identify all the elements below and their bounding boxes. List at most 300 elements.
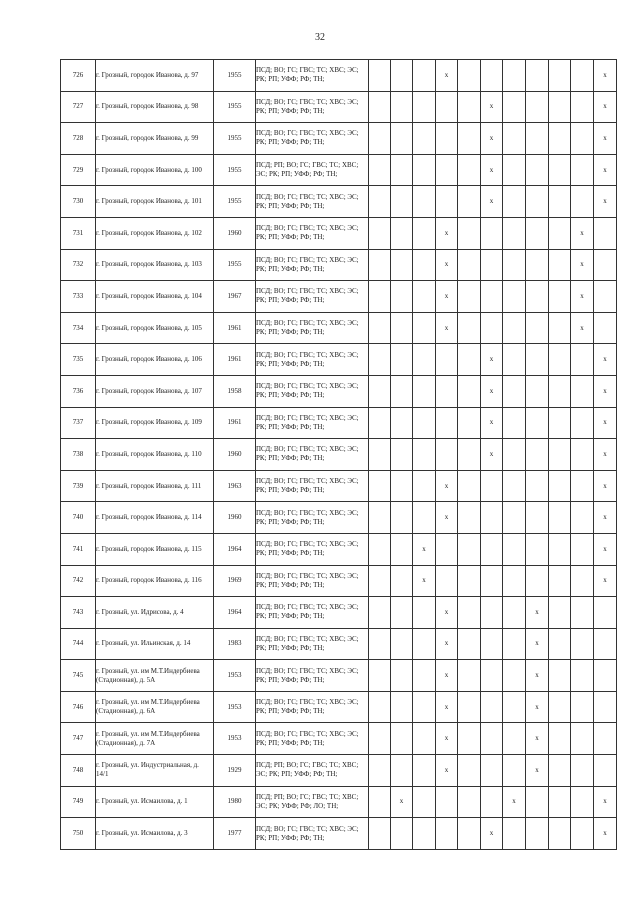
row-number: 732 (61, 249, 96, 281)
mark-cell: x (526, 660, 549, 692)
mark-cell (571, 786, 594, 818)
address-cell: г. Грозный, городок Иванова, д. 115 (96, 533, 214, 565)
mark-cell (391, 691, 413, 723)
mark-cell: x (436, 281, 458, 313)
mark-cell (391, 723, 413, 755)
work-codes-cell: ПСД; ВО; ГС; ГВС; ТС; ХВС; ЭС; РК; РП; УФФ; РФ; ТН; (256, 660, 369, 692)
mark-cell (503, 502, 526, 534)
mark-cell (369, 533, 391, 565)
mark-cell (391, 407, 413, 439)
mark-cell (458, 60, 481, 92)
table-row (61, 60, 640, 92)
mark-cell: x (436, 470, 458, 502)
table-row (61, 407, 640, 439)
work-codes-cell: ПСД; ВО; ГС; ГВС; ТС; ХВС; ЭС; РК; РП; УФФ; РФ; ТН; (256, 628, 369, 660)
mark-cell: x (481, 91, 503, 123)
mark-cell (549, 439, 571, 471)
mark-cell: x (413, 565, 436, 597)
mark-cell (571, 755, 594, 787)
mark-cell: x (436, 691, 458, 723)
mark-cell (369, 502, 391, 534)
mark-cell (369, 123, 391, 155)
row-number: 746 (61, 691, 96, 723)
mark-cell (413, 312, 436, 344)
mark-cell (503, 723, 526, 755)
mark-cell: x (594, 533, 617, 565)
mark-cell (549, 249, 571, 281)
work-codes-cell: ПСД; ВО; ГС; ГВС; ТС; ХВС; ЭС; РК; РП; УФФ; РФ; ТН; (256, 186, 369, 218)
mark-cell (369, 439, 391, 471)
year-cell: 1969 (214, 565, 256, 597)
work-codes-cell: ПСД; ВО; ГС; ГВС; ТС; ХВС; ЭС; РК; РП; УФФ; РФ; ТН; (256, 439, 369, 471)
mark-cell (413, 60, 436, 92)
mark-cell: x (571, 249, 594, 281)
row-number: 747 (61, 723, 96, 755)
mark-cell (594, 691, 617, 723)
mark-cell: x (526, 755, 549, 787)
mark-cell: x (413, 533, 436, 565)
mark-cell (571, 439, 594, 471)
mark-cell (503, 628, 526, 660)
address-cell: г. Грозный, городок Иванова, д. 99 (96, 123, 214, 155)
mark-cell: x (594, 565, 617, 597)
mark-cell (436, 407, 458, 439)
mark-cell (503, 154, 526, 186)
year-cell: 1961 (214, 407, 256, 439)
buildings-table (60, 59, 640, 850)
mark-cell (413, 217, 436, 249)
mark-cell (549, 786, 571, 818)
row-number: 735 (61, 344, 96, 376)
work-codes-cell: ПСД; ВО; ГС; ГВС; ТС; ХВС; ЭС; РК; РП; УФФ; РФ; ТН; (256, 597, 369, 629)
address-cell: г. Грозный, городок Иванова, д. 104 (96, 281, 214, 313)
mark-cell (549, 123, 571, 155)
table-row (61, 818, 640, 850)
year-cell: 1929 (214, 755, 256, 787)
table-row (61, 91, 640, 123)
mark-cell (391, 470, 413, 502)
work-codes-cell: ПСД; ВО; ГС; ГВС; ТС; ХВС; ЭС; РК; РП; УФФ; РФ; ТН; (256, 533, 369, 565)
table-body (61, 60, 640, 850)
mark-cell: x (436, 628, 458, 660)
mark-cell: x (594, 123, 617, 155)
mark-cell: x (436, 502, 458, 534)
mark-cell (503, 470, 526, 502)
mark-cell (436, 91, 458, 123)
mark-cell (526, 312, 549, 344)
mark-cell (549, 312, 571, 344)
mark-cell (503, 186, 526, 218)
row-number: 750 (61, 818, 96, 850)
mark-cell (413, 755, 436, 787)
mark-cell (413, 723, 436, 755)
mark-cell (503, 217, 526, 249)
address-cell: г. Грозный, ул. Индустриальная, д. 14/1 (96, 755, 214, 787)
mark-cell (503, 344, 526, 376)
mark-cell (458, 249, 481, 281)
mark-cell (526, 502, 549, 534)
mark-cell (549, 628, 571, 660)
page-number: 32 (315, 32, 325, 43)
address-cell: г. Грозный, ул. Исмаилова, д. 3 (96, 818, 214, 850)
mark-cell (503, 312, 526, 344)
mark-cell (571, 628, 594, 660)
mark-cell: x (481, 186, 503, 218)
mark-cell (369, 217, 391, 249)
mark-cell: x (526, 628, 549, 660)
mark-cell (549, 375, 571, 407)
mark-cell (526, 786, 549, 818)
mark-cell (458, 281, 481, 313)
work-codes-cell: ПСД; РП; ВО; ГС; ГВС; ТС; ХВС; ЭС; РК; УФФ; РФ; ЛО; ТН; (256, 786, 369, 818)
mark-cell: x (436, 249, 458, 281)
mark-cell (594, 628, 617, 660)
mark-cell (526, 60, 549, 92)
mark-cell (571, 502, 594, 534)
mark-cell (436, 533, 458, 565)
work-codes-cell: ПСД; ВО; ГС; ГВС; ТС; ХВС; ЭС; РК; РП; УФФ; РФ; ТН; (256, 344, 369, 376)
mark-cell: x (594, 502, 617, 534)
address-cell: г. Грозный, городок Иванова, д. 110 (96, 439, 214, 471)
mark-cell (594, 755, 617, 787)
mark-cell (571, 565, 594, 597)
mark-cell (549, 91, 571, 123)
table-row (61, 691, 640, 723)
work-codes-cell: ПСД; ВО; ГС; ГВС; ТС; ХВС; ЭС; РК; РП; УФФ; РФ; ТН; (256, 565, 369, 597)
mark-cell (571, 723, 594, 755)
mark-cell (369, 660, 391, 692)
mark-cell: x (571, 281, 594, 313)
mark-cell (526, 91, 549, 123)
year-cell: 1960 (214, 439, 256, 471)
row-number: 738 (61, 439, 96, 471)
mark-cell (481, 312, 503, 344)
mark-cell (369, 375, 391, 407)
mark-cell (549, 691, 571, 723)
mark-cell (413, 470, 436, 502)
table-row (61, 375, 640, 407)
mark-cell (503, 123, 526, 155)
mark-cell (369, 818, 391, 850)
mark-cell (413, 502, 436, 534)
mark-cell (413, 439, 436, 471)
mark-cell (594, 217, 617, 249)
work-codes-cell: ПСД; ВО; ГС; ГВС; ТС; ХВС; ЭС; РК; РП; УФФ; РФ; ТН; (256, 60, 369, 92)
mark-cell (413, 818, 436, 850)
mark-cell: x (594, 344, 617, 376)
mark-cell (369, 755, 391, 787)
table-row (61, 502, 640, 534)
mark-cell: x (436, 755, 458, 787)
mark-cell (526, 439, 549, 471)
mark-cell (503, 375, 526, 407)
mark-cell (458, 312, 481, 344)
year-cell: 1980 (214, 786, 256, 818)
mark-cell (503, 755, 526, 787)
mark-cell (369, 723, 391, 755)
row-number: 728 (61, 123, 96, 155)
mark-cell: x (503, 786, 526, 818)
mark-cell (391, 533, 413, 565)
table-row (61, 281, 640, 313)
mark-cell (503, 439, 526, 471)
mark-cell (391, 217, 413, 249)
row-number: 743 (61, 597, 96, 629)
mark-cell (549, 565, 571, 597)
address-cell: г. Грозный, городок Иванова, д. 107 (96, 375, 214, 407)
address-cell: г. Грозный, городок Иванова, д. 114 (96, 502, 214, 534)
table-row (61, 723, 640, 755)
mark-cell (526, 249, 549, 281)
mark-cell (369, 597, 391, 629)
mark-cell: x (594, 91, 617, 123)
mark-cell (369, 249, 391, 281)
address-cell: г. Грозный, городок Иванова, д. 106 (96, 344, 214, 376)
mark-cell (369, 565, 391, 597)
mark-cell (594, 281, 617, 313)
mark-cell (481, 533, 503, 565)
mark-cell (549, 344, 571, 376)
mark-cell (594, 723, 617, 755)
mark-cell (369, 186, 391, 218)
mark-cell: x (481, 407, 503, 439)
mark-cell (369, 154, 391, 186)
mark-cell: x (436, 597, 458, 629)
address-cell: г. Грозный, ул. им М.Т.Индербиева (Стадионная), д. 5А (96, 660, 214, 692)
row-number: 726 (61, 60, 96, 92)
row-number: 745 (61, 660, 96, 692)
mark-cell (503, 281, 526, 313)
mark-cell (526, 154, 549, 186)
mark-cell: x (481, 439, 503, 471)
work-codes-cell: ПСД; ВО; ГС; ГВС; ТС; ХВС; ЭС; РК; РП; УФФ; РФ; ТН; (256, 818, 369, 850)
year-cell: 1977 (214, 818, 256, 850)
mark-cell: x (526, 597, 549, 629)
mark-cell: x (481, 344, 503, 376)
mark-cell: x (594, 154, 617, 186)
row-number: 729 (61, 154, 96, 186)
mark-cell (571, 60, 594, 92)
row-number: 736 (61, 375, 96, 407)
mark-cell (594, 597, 617, 629)
mark-cell (458, 818, 481, 850)
mark-cell (526, 123, 549, 155)
mark-cell (526, 533, 549, 565)
mark-cell (391, 123, 413, 155)
year-cell: 1983 (214, 628, 256, 660)
mark-cell (503, 660, 526, 692)
mark-cell (594, 312, 617, 344)
mark-cell (436, 439, 458, 471)
mark-cell: x (594, 60, 617, 92)
year-cell: 1955 (214, 249, 256, 281)
mark-cell (526, 344, 549, 376)
work-codes-cell: ПСД; ВО; ГС; ГВС; ТС; ХВС; ЭС; РК; РП; УФФ; РФ; ТН; (256, 407, 369, 439)
mark-cell (413, 407, 436, 439)
table-row (61, 123, 640, 155)
mark-cell: x (526, 691, 549, 723)
address-cell: г. Грозный, ул. им М.Т.Индербиева (Стадионная), д. 7А (96, 723, 214, 755)
work-codes-cell: ПСД; ВО; ГС; ГВС; ТС; ХВС; ЭС; РК; РП; УФФ; РФ; ТН; (256, 375, 369, 407)
mark-cell: x (594, 186, 617, 218)
mark-cell (391, 375, 413, 407)
mark-cell (571, 660, 594, 692)
row-number: 748 (61, 755, 96, 787)
table-row (61, 186, 640, 218)
mark-cell (571, 470, 594, 502)
mark-cell (413, 154, 436, 186)
table-row (61, 565, 640, 597)
mark-cell (369, 60, 391, 92)
mark-cell (458, 755, 481, 787)
mark-cell (391, 660, 413, 692)
mark-cell (571, 597, 594, 629)
table-row (61, 470, 640, 502)
mark-cell (391, 502, 413, 534)
mark-cell (458, 407, 481, 439)
mark-cell (481, 565, 503, 597)
mark-cell (391, 628, 413, 660)
mark-cell (503, 818, 526, 850)
address-cell: г. Грозный, ул. Идрисова, д. 4 (96, 597, 214, 629)
work-codes-cell: ПСД; ВО; ГС; ГВС; ТС; ХВС; ЭС; РК; РП; УФФ; РФ; ТН; (256, 502, 369, 534)
mark-cell (549, 502, 571, 534)
mark-cell (413, 281, 436, 313)
mark-cell (413, 597, 436, 629)
mark-cell (436, 123, 458, 155)
year-cell: 1953 (214, 691, 256, 723)
mark-cell (413, 186, 436, 218)
table-row (61, 154, 640, 186)
row-number: 734 (61, 312, 96, 344)
mark-cell: x (481, 818, 503, 850)
mark-cell (549, 60, 571, 92)
mark-cell (413, 691, 436, 723)
row-number: 740 (61, 502, 96, 534)
mark-cell (594, 660, 617, 692)
mark-cell (481, 660, 503, 692)
table-row (61, 344, 640, 376)
mark-cell (481, 502, 503, 534)
mark-cell: x (594, 470, 617, 502)
mark-cell (458, 344, 481, 376)
row-number: 727 (61, 91, 96, 123)
year-cell: 1960 (214, 502, 256, 534)
mark-cell (458, 470, 481, 502)
mark-cell (481, 217, 503, 249)
table-row (61, 439, 640, 471)
work-codes-cell: ПСД; ВО; ГС; ГВС; ТС; ХВС; ЭС; РК; РП; УФФ; РФ; ТН; (256, 91, 369, 123)
mark-cell (369, 407, 391, 439)
mark-cell (481, 60, 503, 92)
mark-cell (458, 375, 481, 407)
mark-cell (549, 755, 571, 787)
mark-cell (413, 91, 436, 123)
mark-cell (436, 154, 458, 186)
mark-cell (503, 691, 526, 723)
work-codes-cell: ПСД; ВО; ГС; ГВС; ТС; ХВС; ЭС; РК; РП; УФФ; РФ; ТН; (256, 470, 369, 502)
mark-cell (391, 60, 413, 92)
mark-cell (391, 249, 413, 281)
mark-cell (549, 597, 571, 629)
table-row (61, 628, 640, 660)
row-number: 730 (61, 186, 96, 218)
mark-cell (526, 565, 549, 597)
mark-cell (436, 565, 458, 597)
mark-cell (549, 217, 571, 249)
mark-cell (391, 818, 413, 850)
table-row (61, 217, 640, 249)
year-cell: 1953 (214, 660, 256, 692)
mark-cell (413, 123, 436, 155)
table-row (61, 660, 640, 692)
mark-cell (503, 565, 526, 597)
work-codes-cell: ПСД; РП; ВО; ГС; ГВС; ТС; ХВС; ЭС; РК; РП; УФФ; РФ; ТН; (256, 154, 369, 186)
mark-cell (594, 249, 617, 281)
mark-cell (458, 691, 481, 723)
address-cell: г. Грозный, городок Иванова, д. 105 (96, 312, 214, 344)
table-row (61, 755, 640, 787)
mark-cell (458, 186, 481, 218)
mark-cell (458, 154, 481, 186)
mark-cell: x (571, 217, 594, 249)
mark-cell (526, 375, 549, 407)
mark-cell (503, 249, 526, 281)
address-cell: г. Грозный, городок Иванова, д. 111 (96, 470, 214, 502)
mark-cell (549, 818, 571, 850)
address-cell: г. Грозный, городок Иванова, д. 102 (96, 217, 214, 249)
mark-cell (458, 533, 481, 565)
mark-cell: x (481, 123, 503, 155)
mark-cell (526, 470, 549, 502)
mark-cell (571, 123, 594, 155)
mark-cell (413, 375, 436, 407)
year-cell: 1953 (214, 723, 256, 755)
mark-cell (436, 186, 458, 218)
address-cell: г. Грозный, городок Иванова, д. 98 (96, 91, 214, 123)
row-number: 731 (61, 217, 96, 249)
mark-cell (458, 786, 481, 818)
mark-cell (503, 533, 526, 565)
mark-cell (369, 281, 391, 313)
mark-cell (549, 281, 571, 313)
mark-cell: x (436, 217, 458, 249)
mark-cell (503, 60, 526, 92)
address-cell: г. Грозный, городок Иванова, д. 103 (96, 249, 214, 281)
address-cell: г. Грозный, городок Иванова, д. 116 (96, 565, 214, 597)
year-cell: 1955 (214, 91, 256, 123)
row-number: 739 (61, 470, 96, 502)
mark-cell (391, 565, 413, 597)
work-codes-cell: ПСД; ВО; ГС; ГВС; ТС; ХВС; ЭС; РК; РП; УФФ; РФ; ТН; (256, 312, 369, 344)
mark-cell (549, 154, 571, 186)
year-cell: 1964 (214, 597, 256, 629)
work-codes-cell: ПСД; ВО; ГС; ГВС; ТС; ХВС; ЭС; РК; РП; УФФ; РФ; ТН; (256, 691, 369, 723)
mark-cell (369, 786, 391, 818)
mark-cell (481, 470, 503, 502)
mark-cell: x (481, 154, 503, 186)
mark-cell (391, 154, 413, 186)
table-row (61, 597, 640, 629)
mark-cell (571, 344, 594, 376)
mark-cell: x (571, 312, 594, 344)
mark-cell: x (481, 375, 503, 407)
mark-cell: x (436, 60, 458, 92)
mark-cell: x (436, 723, 458, 755)
mark-cell (481, 597, 503, 629)
work-codes-cell: ПСД; ВО; ГС; ГВС; ТС; ХВС; ЭС; РК; РП; УФФ; РФ; ТН; (256, 723, 369, 755)
mark-cell (458, 628, 481, 660)
